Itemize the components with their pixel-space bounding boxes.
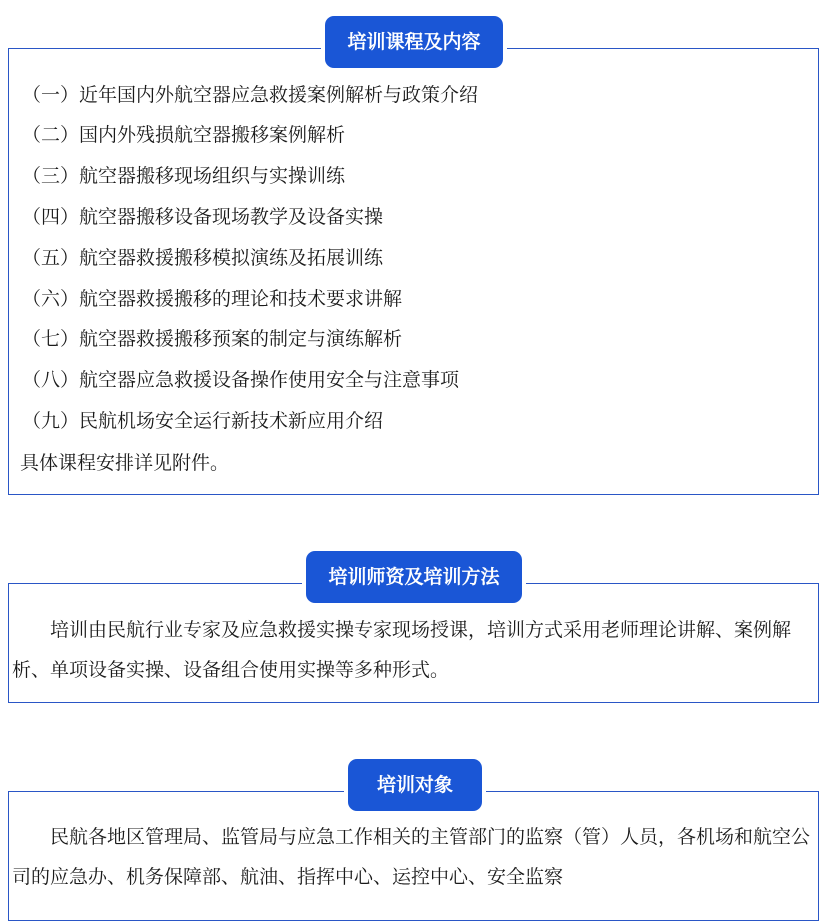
audience-text: 民航各地区管理局、监管局与应急工作相关的主管部门的监察（管）人员，各机场和航空公司的应急办、机务保障部、航油、指挥中心、运控中心、安全监察 (12, 826, 811, 888)
instructors-paragraph (12, 610, 821, 690)
course-item-6: （六）航空器救援搬移的理论和技术要求讲解 (22, 288, 403, 310)
course-footer-note: 具体课程安排详见附件。 (20, 452, 230, 474)
course-item-9: （九）民航机场安全运行新技术新应用介绍 (22, 410, 384, 432)
course-item-8: （八）航空器应急救援设备操作使用安全与注意事项 (22, 369, 460, 391)
course-item-7: （七）航空器救援搬移预案的制定与演练解析 (22, 328, 403, 350)
course-item-2: （二）国内外残损航空器搬移案例解析 (22, 124, 346, 146)
audience-paragraph (12, 817, 821, 897)
section-course-title: 培训课程及内容 (325, 16, 503, 68)
course-item-4: （四）航空器搬移设备现场教学及设备实操 (22, 206, 384, 228)
section-audience-title: 培训对象 (348, 759, 482, 811)
course-item-1: （一）近年国内外航空器应急救援案例解析与政策介绍 (22, 84, 479, 106)
course-item-5: （五）航空器救援搬移模拟演练及拓展训练 (22, 247, 384, 269)
course-item-3: （三）航空器搬移现场组织与实操训练 (22, 165, 346, 187)
section-instructors-title: 培训师资及培训方法 (306, 551, 522, 603)
instructors-text: 培训由民航行业专家及应急救援实操专家现场授课，培训方式采用老师理论讲解、案例解析、单项设备实操、设备组合使用实操等多种形式。 (12, 619, 792, 681)
